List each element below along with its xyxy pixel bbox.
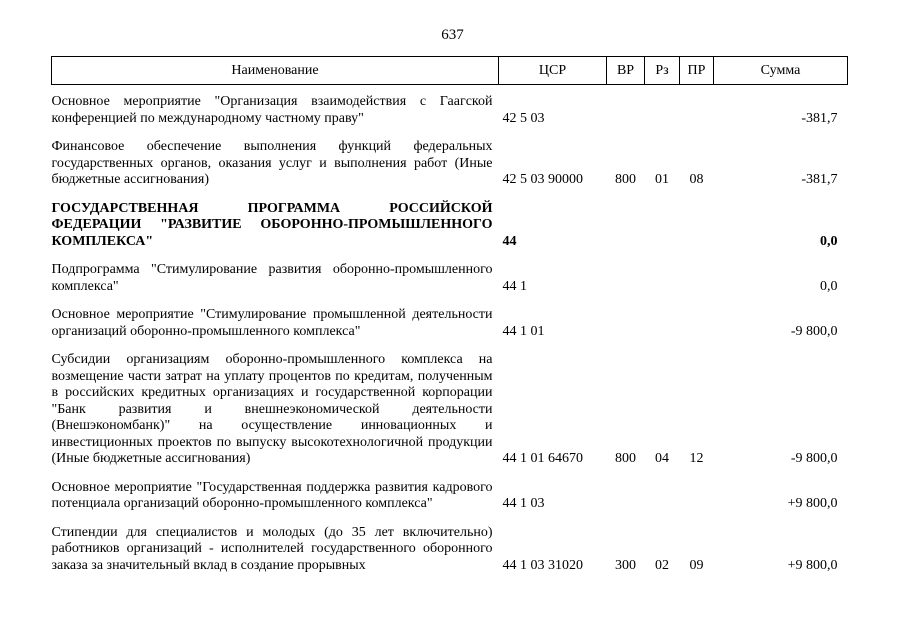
budget-table: [51, 56, 848, 574]
cell-pr: [680, 468, 714, 513]
cell-vr: 300: [615, 557, 636, 573]
cell-name: Подпрограмма "Стимулирование развития оборонно-промышленного комплекса": [51, 262, 493, 294]
header-pr: ПР: [680, 57, 714, 85]
cell-rz: [645, 250, 680, 295]
cell-rz: [645, 295, 680, 340]
cell-vr: [607, 250, 645, 295]
cell-vr: 800: [615, 451, 636, 466]
table-row: [52, 189, 848, 251]
cell-name: Основное мероприятие "Стимулирование промышленной деятельности организаций оборонно-промышленного комплекса": [51, 307, 493, 339]
cell-sum: 0,0: [820, 233, 838, 249]
cell-csr: 44 1: [502, 278, 527, 294]
cell-name: Субсидии организациям оборонно-промышленного комплекса на возмещение части затрат на уплату процентов по кредитам, полученным в российских кредитных организациях и государственной корпорации "Банк развития и внешнеэкономической деятельности (Внешэкономбанк)" на осуществление инновационных и инвестиционных проектов по выпуску высокотехнологичной продукции (Иные бюджетные ассигнования): [51, 352, 493, 466]
table-row: [52, 468, 848, 513]
header-csr: ЦСР: [499, 57, 607, 85]
table-row: [52, 295, 848, 340]
cell-csr: 44 1 03 31020: [502, 557, 583, 573]
cell-pr: 12: [689, 451, 704, 466]
header-vr: ВР: [607, 57, 645, 85]
cell-csr: 44 1 03: [502, 496, 545, 511]
cell-vr: [607, 468, 645, 513]
cell-sum: +9 800,0: [787, 496, 838, 511]
cell-pr: 09: [689, 557, 704, 573]
cell-rz: [645, 189, 680, 251]
table-row: [52, 127, 848, 189]
cell-sum: -381,7: [801, 172, 838, 187]
cell-rz: [645, 85, 680, 128]
cell-sum: -9 800,0: [790, 451, 838, 466]
cell-csr: 42 5 03 90000: [502, 172, 583, 187]
cell-sum: +9 800,0: [787, 557, 838, 573]
cell-name: Стипендии для специалистов и молодых (до 35 лет включительно) работников организаций - исполнителей государственного оборонного заказа за значительный вклад в создание прорывных: [51, 524, 493, 573]
cell-vr: [607, 85, 645, 128]
cell-pr: [680, 189, 714, 251]
cell-sum: 0,0: [820, 278, 838, 294]
table-row: [52, 250, 848, 295]
cell-name: Финансовое обеспечение выполнения функций федеральных государственных органов, оказания услуг и выполнения работ (Иные бюджетные ассигнования): [51, 139, 493, 187]
header-rz: Рз: [645, 57, 680, 85]
cell-pr: [680, 250, 714, 295]
cell-sum: -381,7: [801, 110, 838, 126]
table-row: [52, 340, 848, 468]
cell-rz: 02: [655, 557, 669, 573]
cell-csr: 42 5 03: [502, 110, 545, 126]
cell-pr: 08: [689, 172, 704, 187]
table-body: [52, 85, 848, 575]
cell-vr: 800: [615, 172, 636, 187]
cell-name: Основное мероприятие "Государственная поддержка развития кадрового потенциала организаций оборонно-промышленного комплекса": [51, 479, 493, 511]
cell-name: Основное мероприятие "Организация взаимодействия с Гаагской конференцией по международному частному праву": [51, 94, 493, 126]
cell-pr: [680, 295, 714, 340]
table-row: [52, 513, 848, 575]
table-header-row: [52, 57, 848, 85]
cell-rz: 04: [655, 451, 669, 466]
cell-rz: [645, 468, 680, 513]
header-name: Наименование: [52, 57, 499, 85]
cell-csr: 44 1 01 64670: [502, 451, 583, 466]
cell-rz: 01: [655, 172, 669, 187]
cell-vr: [607, 295, 645, 340]
cell-sum: -9 800,0: [790, 323, 838, 339]
cell-csr: 44: [502, 233, 517, 249]
header-sum: Сумма: [714, 57, 848, 85]
cell-pr: [680, 85, 714, 128]
table-row: [52, 85, 848, 128]
cell-name: ГОСУДАРСТВЕННАЯ ПРОГРАММА РОССИЙСКОЙ ФЕДЕРАЦИИ "РАЗВИТИЕ ОБОРОННО-ПРОМЫШЛЕННОГО КОМПЛЕКСА": [51, 200, 493, 249]
cell-vr: [607, 189, 645, 251]
cell-csr: 44 1 01: [502, 323, 545, 339]
page-number: 637: [441, 27, 464, 43]
